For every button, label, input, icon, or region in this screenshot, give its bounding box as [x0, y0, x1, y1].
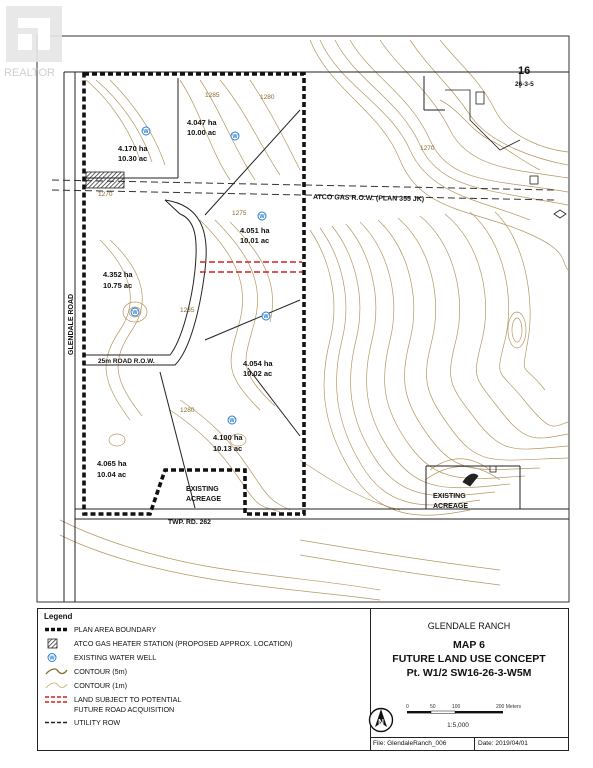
- contour-label: 1280: [260, 94, 275, 101]
- section-code: 26-3-5: [515, 81, 534, 88]
- legend-item: [44, 624, 156, 635]
- legend-label: CONTOUR (5m): [74, 667, 127, 676]
- existing-acreage-label: EXISTING: [186, 486, 219, 493]
- heater-station-symbol: [44, 638, 68, 649]
- svg-text:REALTOR: REALTOR: [4, 67, 55, 79]
- water-well-icon: [131, 308, 139, 316]
- legend-label: EXISTING WATER WELL: [74, 653, 157, 662]
- svg-text:W: W: [263, 314, 269, 320]
- north-arrow-icon: [368, 707, 394, 733]
- svg-text:W: W: [259, 214, 265, 220]
- contour-1m-symbol: [44, 680, 68, 691]
- section-number: 16: [518, 65, 531, 77]
- legend-item: [44, 680, 127, 691]
- water-well-icon: [142, 127, 150, 135]
- water-well-icon: [228, 416, 236, 424]
- water-well-icon: [262, 312, 270, 320]
- contour-label: 1280: [180, 407, 195, 414]
- legend-label: CONTOUR (1m): [74, 681, 127, 690]
- future-road-symbol: [44, 694, 68, 705]
- svg-text:50: 50: [430, 704, 436, 710]
- legend-item: [44, 717, 120, 728]
- existing-acreage-label: ACREAGE: [186, 496, 222, 503]
- file-date-footer: [370, 737, 568, 751]
- project-name: GLENDALE RANCH: [427, 621, 511, 631]
- gas-row-label: ATCO GAS R.O.W. (PLAN 355 JK): [312, 194, 425, 204]
- svg-text:0: 0: [406, 704, 409, 710]
- existing-acreage-label: EXISTING: [433, 493, 466, 500]
- map-title: FUTURE LAND USE CONCEPT: [392, 653, 546, 665]
- svg-text:W: W: [143, 129, 149, 135]
- realtor-watermark: [4, 4, 64, 80]
- legend: [38, 609, 371, 750]
- legend-label: PLAN AREA BOUNDARY: [74, 625, 157, 634]
- parcel-area-ha: 4.051 ha: [240, 226, 270, 235]
- glendale-road-label: GLENDALE ROAD: [68, 293, 75, 355]
- legend-label: ATCO GAS HEATER STATION (PROPOSED APPROX. LOCATION): [74, 639, 293, 648]
- parcel-area-ac: 10.13 ac: [213, 444, 243, 453]
- svg-text:N: N: [378, 718, 384, 727]
- legend-label: LAND SUBJECT TO POTENTIAL: [74, 695, 182, 704]
- parcel-area-ac: 10.75 ac: [103, 281, 133, 290]
- svg-text:W: W: [49, 655, 55, 662]
- gas-heater-station: [86, 172, 124, 188]
- svg-text:W: W: [232, 134, 238, 140]
- svg-text:100: 100: [452, 704, 461, 710]
- parcel-area-ha: 4.100 ha: [213, 433, 243, 442]
- parcel-area-ha: 4.065 ha: [97, 459, 127, 468]
- parcel-area-ac: 10.04 ac: [97, 470, 127, 479]
- svg-text:1:5,000: 1:5,000: [447, 722, 469, 729]
- parcel-area-ha: 4.352 ha: [103, 270, 133, 279]
- contour-label: 1285: [180, 307, 195, 314]
- contour-label: 1270: [420, 145, 435, 152]
- map-number: MAP 6: [453, 639, 485, 651]
- water-well-icon: [44, 652, 68, 663]
- svg-text:200 Meters: 200 Meters: [496, 704, 522, 710]
- water-well-icon: [231, 132, 239, 140]
- file-label: File: GlendaleRanch_006: [373, 740, 447, 747]
- parcel-area-ha: 4.047 ha: [187, 118, 217, 127]
- title-block: [370, 609, 568, 750]
- utility-row-symbol: [44, 717, 68, 728]
- legend-item: [44, 652, 156, 663]
- parcel-area-ha: 4.170 ha: [118, 144, 148, 153]
- scale-bar: [406, 701, 526, 733]
- contour-label: 1270: [98, 191, 113, 198]
- parcel-area-ac: 10.00 ac: [187, 128, 217, 137]
- contour-5m-symbol: [44, 666, 68, 677]
- legend-label: UTILITY ROW: [74, 718, 121, 727]
- parcel-area-ha: 4.054 ha: [243, 359, 273, 368]
- contour-label: 1275: [232, 210, 247, 217]
- contour-label: 1285: [205, 92, 220, 99]
- water-well-icon: [258, 212, 266, 220]
- twp-road-label: TWP. RD. 262: [168, 519, 211, 526]
- legend-item: [44, 638, 293, 649]
- date-label: Date: 2019/04/01: [478, 740, 528, 747]
- plan-boundary-symbol: [44, 624, 68, 635]
- legend-title: Legend: [44, 612, 73, 621]
- svg-text:W: W: [229, 418, 235, 424]
- legend-label: FUTURE ROAD ACQUISITION: [74, 705, 175, 714]
- parcel-area-ac: 10.01 ac: [240, 236, 270, 245]
- legend-panel: [37, 608, 569, 751]
- svg-text:W: W: [132, 310, 138, 316]
- existing-acreage-label: ACREAGE: [433, 503, 469, 510]
- legend-item: [44, 666, 127, 677]
- parcel-area-ac: 10.30 ac: [118, 154, 148, 163]
- legend-item-continued: [74, 704, 174, 715]
- parcel-area-ac: 10.02 ac: [243, 369, 273, 378]
- road-row-label: 25m ROAD R.O.W.: [98, 358, 155, 365]
- legal-description: Pt. W1/2 SW16-26-3-W5M: [406, 667, 532, 679]
